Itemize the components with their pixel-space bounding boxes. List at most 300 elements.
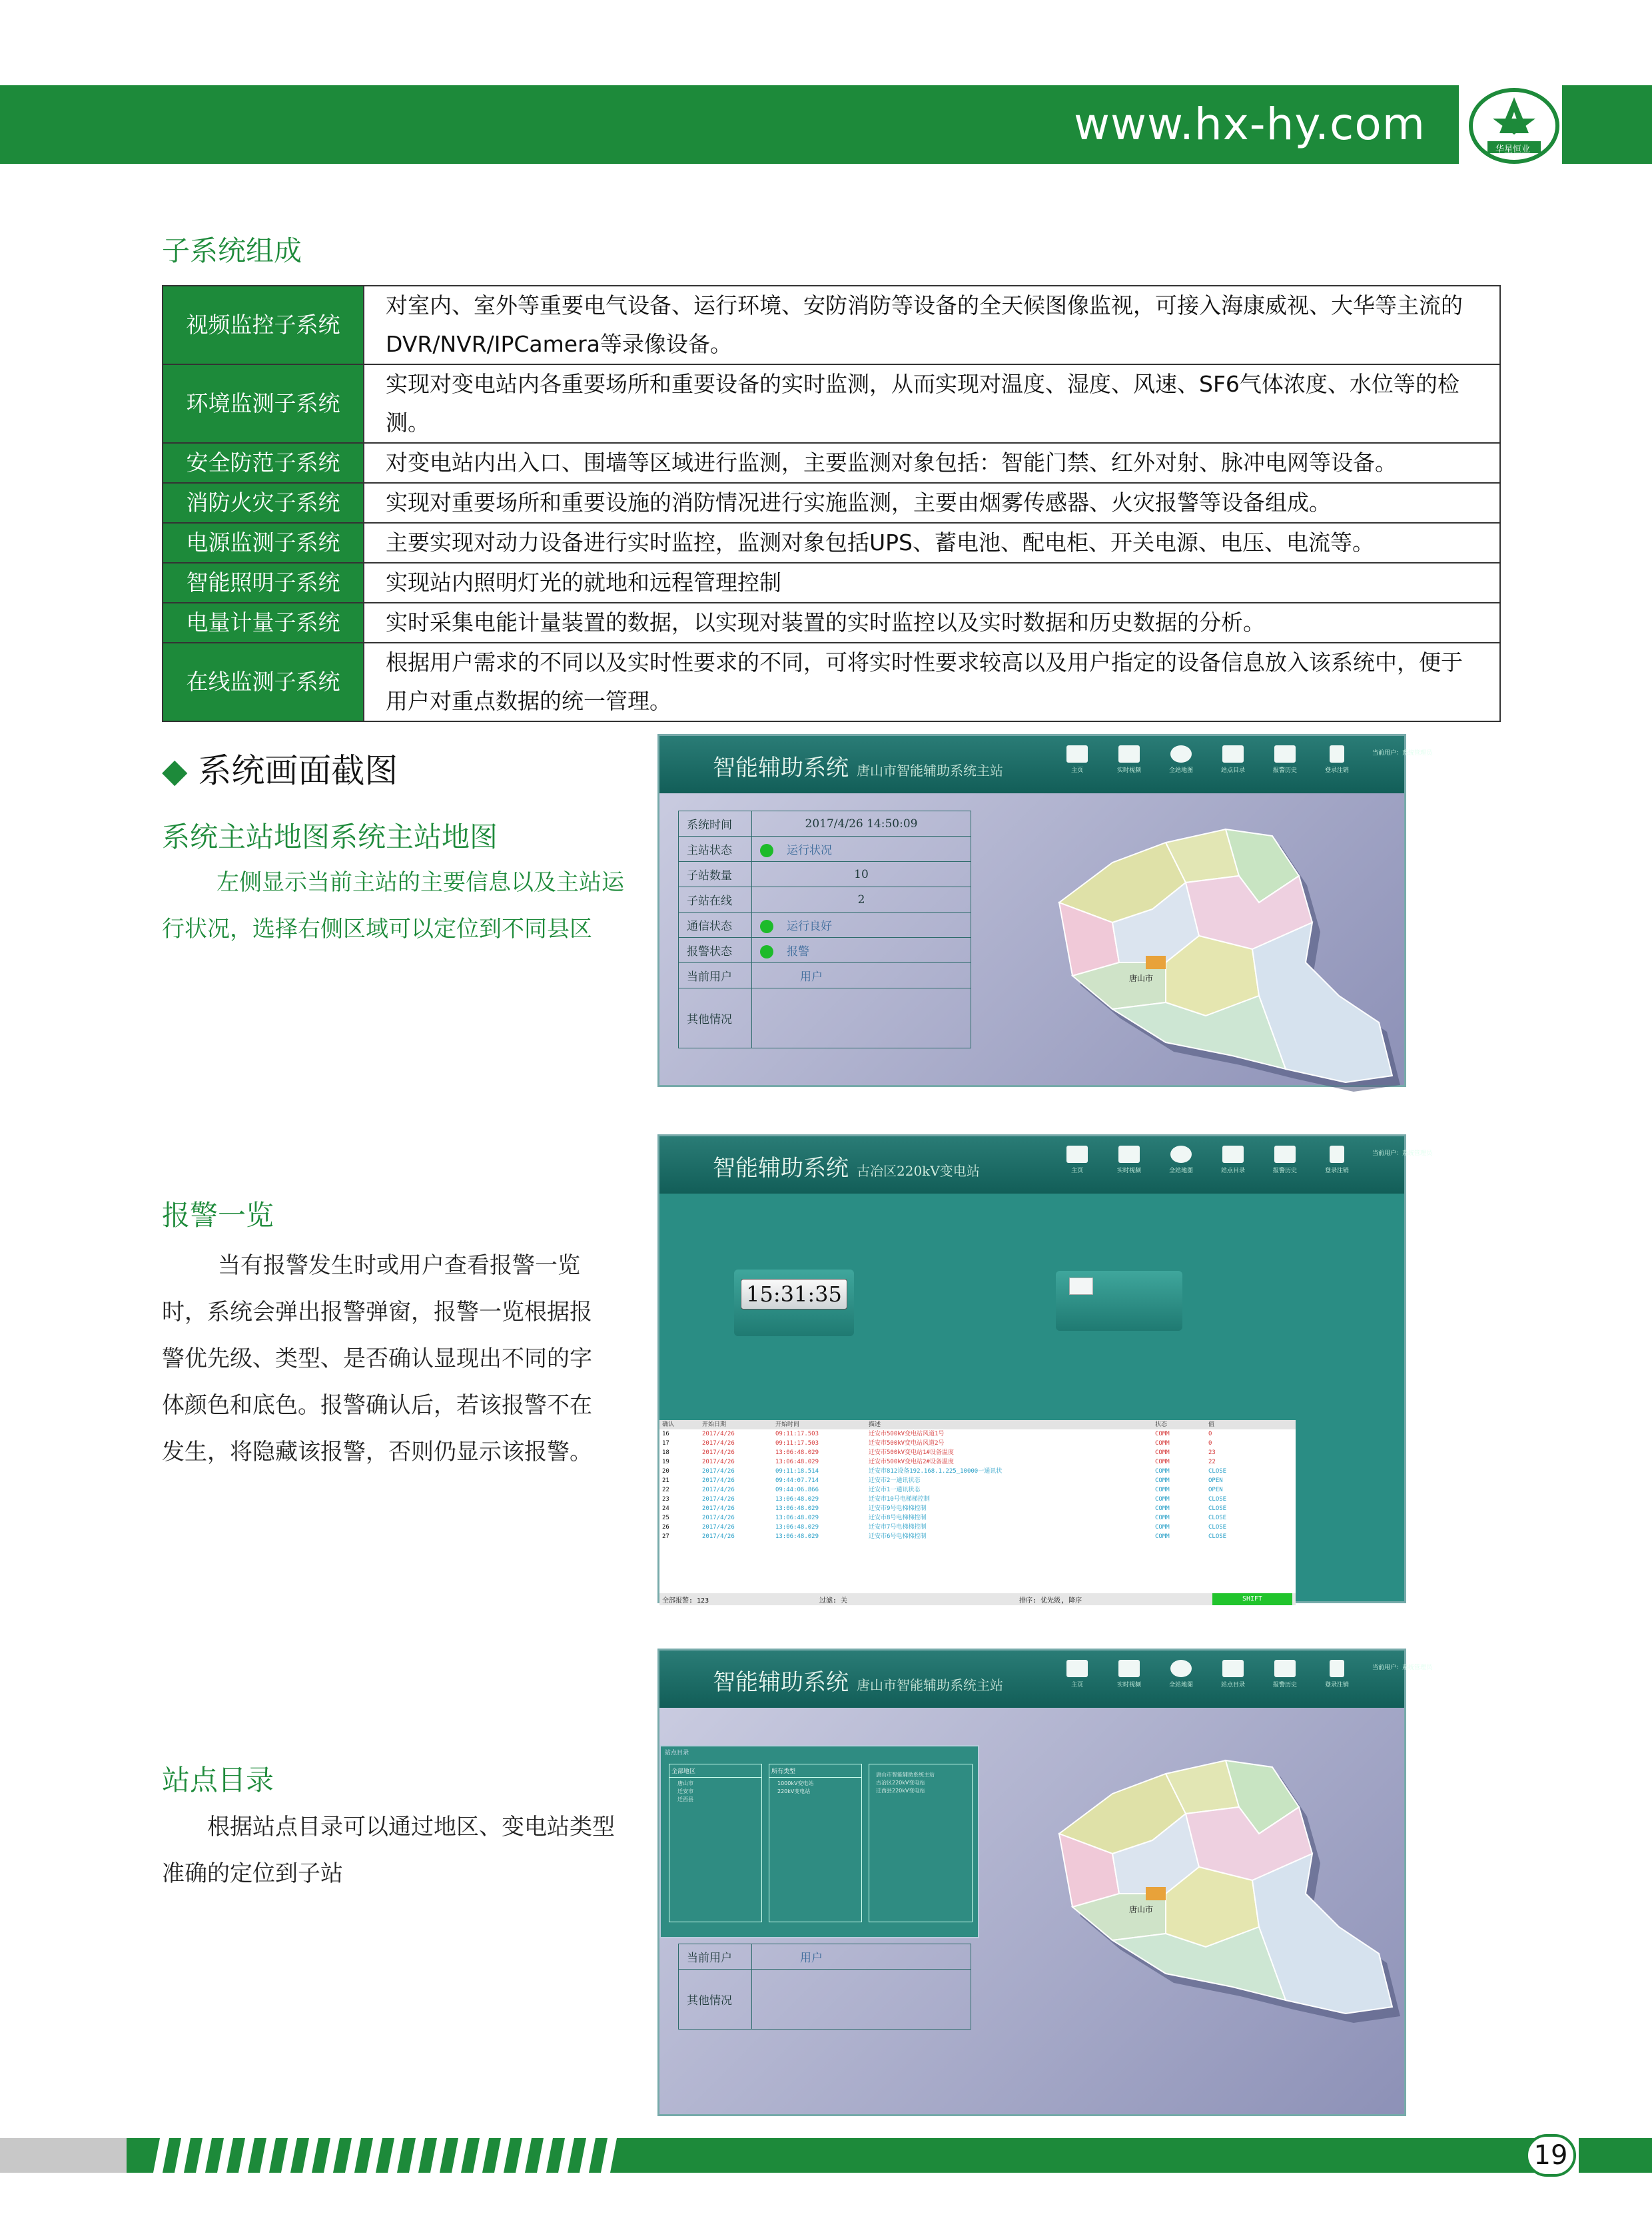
catalog-region-title: 全部地区	[669, 1764, 761, 1778]
alarm-row[interactable]	[659, 1448, 1296, 1457]
alarm-line-4: 体颜色和底色。报警确认后，若该报警不在	[162, 1392, 592, 1419]
info-value: 2017/4/26 14:50:09	[805, 817, 918, 831]
alarm-row[interactable]	[659, 1523, 1296, 1532]
subsystem-row	[163, 483, 1500, 523]
app-titlebar	[659, 736, 1433, 793]
alarm-row[interactable]	[659, 1476, 1296, 1485]
alarm-row[interactable]	[659, 1495, 1296, 1504]
alarm-cell: 13:06:48.029	[775, 1515, 819, 1521]
info-value-cell	[752, 1970, 971, 2030]
alarm-row[interactable]	[659, 1504, 1296, 1513]
alarm-list	[659, 1420, 1296, 1605]
alarm-cell: 09:11:17.503	[775, 1440, 819, 1447]
alarm-cell: 21	[662, 1477, 669, 1484]
footer-stripe	[217, 2138, 233, 2173]
subsystem-desc-line: 实现对重要场所和重要设施的消防情况进行实施监测，主要由烟雾传感器、火灾报警等设备组成。	[386, 490, 1331, 516]
alarm-list-body	[659, 1429, 1296, 1541]
subsystem-name: 电源监测子系统	[163, 523, 364, 563]
alarm-cell: 迁安市500kV变电站1#设备温度	[869, 1449, 954, 1456]
alarm-cell: 16	[662, 1431, 669, 1437]
mail-icon	[1274, 745, 1296, 763]
map-city-marker[interactable]	[1146, 1887, 1166, 1900]
alarm-col-header[interactable]: 值	[1208, 1421, 1215, 1428]
alarm-cell: 09:44:06.866	[775, 1487, 819, 1493]
info-value-cell	[752, 811, 971, 837]
home-icon	[1066, 1146, 1088, 1163]
info-label: 通信状态	[679, 913, 752, 938]
subsystem-desc	[364, 286, 1500, 364]
subsystem-name: 智能照明子系统	[163, 563, 364, 603]
nav-home[interactable]: 主页	[1060, 745, 1094, 774]
alarm-col-header[interactable]: 状态	[1155, 1421, 1168, 1428]
nav-login[interactable]: 登录注销	[1320, 1146, 1354, 1174]
nav-current-user: 当前用户：系统管理员	[1372, 750, 1433, 757]
nav-alarm-history[interactable]: 报警历史	[1268, 745, 1302, 774]
status-dot-icon	[760, 844, 773, 857]
nav-login[interactable]: 登录注销	[1320, 1660, 1354, 1688]
alarm-cell: 迁安市10号电梯梯控制	[869, 1496, 930, 1503]
subsystem-row	[163, 364, 1500, 443]
page-number: 19	[1525, 2134, 1576, 2177]
alarm-cell: 迁安市8号电梯梯控制	[869, 1515, 927, 1521]
footer-stripe	[516, 2138, 532, 2173]
info-value-cell	[752, 887, 971, 913]
alarm-cell: 迁安市500kV变电站风道1号	[869, 1431, 945, 1437]
camera-icon	[1118, 1146, 1140, 1163]
alarm-cell: 13:06:48.029	[775, 1496, 819, 1503]
alarm-row[interactable]	[659, 1439, 1296, 1448]
footer-green-bar-right	[1579, 2138, 1652, 2173]
app-subtitle-station: 古冶区220kV变电站	[857, 1163, 980, 1179]
info-row	[679, 913, 971, 938]
alarm-total: 全部报警: 123	[662, 1597, 709, 1605]
footer-stripe	[473, 2138, 489, 2173]
home-icon	[1066, 745, 1088, 763]
subsystem-desc	[364, 563, 1500, 603]
info-row	[679, 862, 971, 887]
alarm-cell: COMM	[1155, 1505, 1170, 1512]
alarm-cell: 22	[1208, 1459, 1216, 1465]
info-row	[679, 837, 971, 862]
subsystem-row	[163, 286, 1500, 364]
alarm-cell: CLOSE	[1208, 1496, 1227, 1503]
info-label: 子站数量	[679, 862, 752, 887]
info-row	[679, 988, 971, 1048]
status-dot-icon	[760, 920, 773, 933]
nav-video[interactable]: 实时视频	[1112, 1660, 1146, 1688]
footer-stripe	[281, 2138, 297, 2173]
catalog-station-item[interactable]: 古冶区220kV变电站	[876, 1780, 925, 1786]
alarm-cell: 2017/4/26	[702, 1533, 735, 1540]
footer-stripe	[324, 2138, 340, 2173]
subsystem-name: 安全防范子系统	[163, 443, 364, 483]
info-value: 运行良好	[787, 919, 832, 933]
catalog-type-items	[769, 1778, 861, 1798]
alarm-row[interactable]	[659, 1513, 1296, 1523]
alarm-cell: 27	[662, 1533, 669, 1540]
alarm-cell: 13:06:48.029	[775, 1524, 819, 1531]
nav-login[interactable]: 登录注销	[1320, 745, 1354, 774]
footer-stripe	[409, 2138, 425, 2173]
app-subtitle: 唐山市智能辅助系统主站	[857, 763, 1003, 779]
footer-stripe	[302, 2138, 318, 2173]
map-line-2: 行状况，选择右侧区域可以定位到不同县区	[162, 916, 592, 942]
catalog-region-items	[669, 1778, 761, 1806]
alarm-cell: 23	[662, 1496, 669, 1503]
footer-stripe	[366, 2138, 382, 2173]
app-name: 智能辅助系统	[713, 755, 849, 781]
alarm-row[interactable]	[659, 1532, 1296, 1541]
alarm-cell: CLOSE	[1208, 1468, 1227, 1475]
alarm-list-header	[659, 1420, 1296, 1429]
alarm-line-3: 警优先级、类型、是否确认显现出不同的字	[162, 1345, 592, 1372]
alarm-row[interactable]	[659, 1429, 1296, 1439]
footer-stripe	[558, 2138, 574, 2173]
map-city-marker[interactable]	[1146, 956, 1166, 969]
subsystem-desc-line: 对变电站内出入口、围墙等区域进行监测，主要监测对象包括：智能门禁、红外对射、脉冲电网等设备。	[386, 450, 1397, 476]
subsystem-name: 电量计量子系统	[163, 603, 364, 643]
logo-text: 华星恒业	[1495, 145, 1531, 155]
alarm-block-text	[162, 1242, 615, 1475]
map-city-label: 唐山市	[1129, 974, 1154, 983]
app-titlebar	[659, 1651, 1433, 1708]
alarm-cell: 迁安市812设备192.168.1.225_10000一通讯状	[869, 1468, 1003, 1475]
app-subtitle: 唐山市智能辅助系统主站	[857, 1677, 1003, 1693]
alarm-cell: 2017/4/26	[702, 1515, 735, 1521]
footer-stripe	[388, 2138, 404, 2173]
subsystem-table	[162, 285, 1501, 722]
catalog-region-item[interactable]: 唐山市	[677, 1780, 693, 1786]
status-dot-icon	[760, 945, 773, 958]
info-value-cell	[752, 837, 971, 862]
alarm-block-title: 报警一览	[162, 1199, 274, 1232]
info-label: 当前用户	[679, 1944, 752, 1970]
alarm-cell: 25	[662, 1515, 669, 1521]
info-row	[679, 811, 971, 837]
map-block-text	[162, 859, 628, 952]
globe-icon	[1170, 745, 1192, 763]
company-logo-icon	[1469, 88, 1559, 164]
alarm-cell: 2017/4/26	[702, 1496, 735, 1503]
nav-alarm-history[interactable]: 报警历史	[1268, 1146, 1302, 1174]
nav-video[interactable]: 实时视频	[1112, 1146, 1146, 1174]
catalog-type-item[interactable]: 1000kV变电站	[777, 1780, 814, 1786]
info-value: 运行状况	[787, 843, 832, 857]
map-block-title: 系统主站地图系统主站地图	[162, 821, 498, 853]
app-titlebar	[659, 1136, 1433, 1194]
subsystem-name: 环境监测子系统	[163, 364, 364, 443]
alarm-cell: 26	[662, 1524, 669, 1531]
website-url: www.hx-hy.com	[1074, 99, 1426, 150]
alarm-cell: 2017/4/26	[702, 1487, 735, 1493]
alarm-cell: 23	[1208, 1449, 1216, 1456]
alarm-row[interactable]	[659, 1485, 1296, 1495]
nav-catalog[interactable]: 站点目录	[1216, 745, 1250, 774]
alarm-cell: 22	[662, 1487, 669, 1493]
info-label: 子站在线	[679, 887, 752, 913]
alarm-cell: 2017/4/26	[702, 1449, 735, 1456]
catalog-block-text	[162, 1804, 615, 1897]
info-label: 主站状态	[679, 837, 752, 862]
globe-icon	[1170, 1146, 1192, 1163]
alarm-cell: COMM	[1155, 1468, 1170, 1475]
footer-stripe	[580, 2138, 596, 2173]
nav-map[interactable]: 全站地图	[1164, 745, 1198, 774]
alarm-line-5: 发生，将隐藏该报警，否则仍显示该报警。	[162, 1439, 592, 1465]
catalog-station-item[interactable]: 唐山市智能辅助系统主站	[876, 1772, 935, 1778]
screenshot-main-map	[657, 734, 1433, 1087]
subsystem-desc-line: 根据用户需求的不同以及实时性要求的不同，可将实时性要求较高以及用户指定的设备信息放入该系统中，便于	[386, 649, 1463, 675]
alarm-cell: 迁安市9号电梯梯控制	[869, 1505, 927, 1512]
station-info-table-partial	[678, 1944, 971, 2030]
catalog-type-item[interactable]: 220kV变电站	[777, 1788, 811, 1794]
footer-stripes	[127, 2138, 633, 2173]
map-city-label: 唐山市	[1129, 1905, 1154, 1914]
alarm-cell: 迁安市2一通讯状态	[869, 1477, 921, 1484]
info-value: 报警	[787, 944, 809, 958]
catalog-line-2: 准确的定位到子站	[162, 1860, 343, 1887]
alarm-list-footer	[659, 1593, 1296, 1605]
catalog-popup-header: 站点目录	[665, 1750, 689, 1756]
app-nav	[1060, 745, 1432, 774]
subsystem-row	[163, 443, 1500, 483]
nav-catalog[interactable]: 站点目录	[1216, 1146, 1250, 1174]
subsystem-desc	[364, 523, 1500, 563]
footer-stripe	[430, 2138, 446, 2173]
footer-stripe	[345, 2138, 361, 2173]
alarm-cell: 13:06:48.029	[775, 1459, 819, 1465]
camera-icon	[1118, 745, 1140, 763]
alarm-cell: 13:06:48.029	[775, 1505, 819, 1512]
info-row	[679, 1970, 971, 2030]
list-icon	[1222, 745, 1244, 763]
alarm-cell: 迁安市1一通讯状态	[869, 1487, 921, 1493]
info-row	[679, 963, 971, 988]
alarm-cell: 13:06:48.029	[775, 1533, 819, 1540]
screenshot-catalog	[657, 1649, 1433, 2116]
alarm-line-2: 时，系统会弹出报警弹窗，报警一览根据报	[162, 1299, 592, 1325]
catalog-station-items	[869, 1764, 972, 1802]
alarm-cell: 2017/4/26	[702, 1440, 735, 1447]
home-icon	[1066, 1660, 1088, 1677]
alarm-cell: 09:11:18.514	[775, 1468, 819, 1475]
nav-video[interactable]: 实时视频	[1112, 745, 1146, 774]
city-map[interactable]	[1032, 1724, 1406, 2030]
nav-catalog[interactable]: 站点目录	[1216, 1660, 1250, 1688]
clock-panel	[734, 1270, 854, 1336]
nav-home[interactable]: 主页	[1060, 1660, 1094, 1688]
footer-grey-bar	[0, 2138, 127, 2173]
footer-stripe	[175, 2138, 191, 2173]
city-map[interactable]	[1032, 803, 1406, 1089]
info-value-cell	[752, 913, 971, 938]
info-label: 系统时间	[679, 811, 752, 837]
footer-stripe	[537, 2138, 553, 2173]
alarm-row[interactable]	[659, 1457, 1296, 1467]
subsystem-desc-line: 实现对变电站内各重要场所和重要设备的实时监测，从而实现对温度、湿度、风速、SF6气体浓度、水位等的检测。	[386, 371, 1459, 436]
info-value: 用户	[800, 1952, 823, 1965]
alarm-cell: OPEN	[1208, 1487, 1223, 1493]
catalog-region-item[interactable]: 迁安市	[677, 1788, 693, 1794]
alarm-cell: CLOSE	[1208, 1524, 1227, 1531]
alarm-cell: 18	[662, 1449, 669, 1456]
subsystem-desc	[364, 364, 1500, 443]
alarm-cell: CLOSE	[1208, 1515, 1227, 1521]
alarm-cell: 2017/4/26	[702, 1477, 735, 1484]
subsystem-row	[163, 643, 1500, 721]
info-row	[679, 887, 971, 913]
alarm-cell: CLOSE	[1208, 1505, 1227, 1512]
footer-stripe	[601, 2138, 617, 2173]
subsystem-desc-line: 实现站内照明灯光的就地和远程管理控制	[386, 569, 781, 595]
alarm-sort: 排序: 优先级, 降序	[1019, 1597, 1082, 1605]
nav-map[interactable]: 全站地图	[1164, 1660, 1198, 1688]
subsystem-desc	[364, 603, 1500, 643]
alarm-cell: 迁安市7号电梯梯控制	[869, 1524, 927, 1531]
nav-current-user: 当前用户：系统管理员	[1372, 1665, 1433, 1671]
subsystem-desc	[364, 643, 1500, 721]
mail-icon	[1069, 1278, 1093, 1295]
alarm-line-1: 当有报警发生时或用户查看报警一览	[218, 1252, 580, 1279]
app-nav	[1060, 1660, 1432, 1688]
alarm-cell: 24	[662, 1505, 669, 1512]
alarm-cell: COMM	[1155, 1431, 1170, 1437]
subsystem-desc-line: 主要实现对动力设备进行实时监控，监测对象包括UPS、蓄电池、配电柜、开关电源、电压、电流等。	[386, 530, 1375, 556]
alarm-col-header[interactable]: 确认	[662, 1421, 675, 1428]
subsystem-row	[163, 523, 1500, 563]
alarm-row[interactable]	[659, 1467, 1296, 1476]
info-value-cell	[752, 938, 971, 963]
header-bar-right	[1562, 85, 1652, 164]
globe-icon	[1170, 1660, 1192, 1677]
info-row	[679, 938, 971, 963]
info-value-cell	[752, 862, 971, 887]
nav-home[interactable]: 主页	[1060, 1146, 1094, 1174]
alarm-cell: 19	[662, 1459, 669, 1465]
alarm-cell: CLOSE	[1208, 1533, 1227, 1540]
footer-stripe	[260, 2138, 276, 2173]
nav-alarm-history[interactable]: 报警历史	[1268, 1660, 1302, 1688]
alarm-filter: 过滤: 关	[819, 1597, 848, 1605]
subsystem-desc-line: 对室内、室外等重要电气设备、运行环境、安防消防等设备的全天候图像监视，可接入海康威视、大华等主流的	[386, 292, 1463, 318]
catalog-station-item[interactable]: 迁西县220kV变电站	[876, 1788, 925, 1794]
footer-stripe	[452, 2138, 468, 2173]
lock-icon	[1330, 1146, 1344, 1163]
catalog-line-1: 根据站点目录可以通过地区、变电站类型	[207, 1814, 615, 1840]
catalog-block-title: 站点目录	[162, 1764, 274, 1796]
catalog-region-list[interactable]	[669, 1764, 762, 1922]
section-title-components: 子系统组成	[162, 234, 302, 267]
alarm-cell: 迁安市500kV变电站风道2号	[869, 1440, 945, 1447]
subsystem-desc-line: DVR/NVR/IPCamera等录像设备。	[386, 331, 732, 357]
subsystem-name: 在线监测子系统	[163, 643, 364, 721]
alarm-shift-button[interactable]: SHIFT	[1212, 1593, 1292, 1605]
info-value: 2	[857, 893, 865, 907]
alarm-col-header[interactable]: 开始时间	[775, 1421, 800, 1428]
catalog-popup	[659, 1745, 979, 1938]
clock-display: 15:31:35	[741, 1279, 847, 1309]
catalog-type-list[interactable]	[769, 1764, 862, 1922]
nav-current-user: 当前用户：系统管理员	[1372, 1150, 1433, 1157]
app-name: 智能辅助系统	[713, 1669, 849, 1696]
app-nav	[1060, 1146, 1432, 1174]
alarm-cell: COMM	[1155, 1533, 1170, 1540]
alarm-cell: 2017/4/26	[702, 1431, 735, 1437]
subsystem-desc-line: 实时采集电能计量装置的数据，以实现对装置的实时监控以及实时数据和历史数据的分析。	[386, 609, 1265, 635]
alarm-cell: 0	[1208, 1440, 1212, 1447]
mail-icon	[1274, 1660, 1296, 1677]
map-line-1: 左侧显示当前主站的主要信息以及主站运	[216, 869, 624, 896]
alarm-cell: COMM	[1155, 1477, 1170, 1484]
alarm-cell: 2017/4/26	[702, 1468, 735, 1475]
subsystem-name: 消防火灾子系统	[163, 483, 364, 523]
alarm-cell: 迁安市500kV变电站2#设备温度	[869, 1459, 954, 1465]
info-label: 当前用户	[679, 963, 752, 988]
alarm-cell: COMM	[1155, 1496, 1170, 1503]
alarm-cell: 2017/4/26	[702, 1459, 735, 1465]
info-value: 10	[854, 867, 869, 881]
subsystem-name: 视频监控子系统	[163, 286, 364, 364]
info-value: 用户	[800, 970, 823, 984]
lock-icon	[1330, 745, 1344, 763]
alarm-cell: 17	[662, 1440, 669, 1447]
alarm-cell: 迁安市6号电梯梯控制	[869, 1533, 927, 1540]
info-label: 报警状态	[679, 938, 752, 963]
info-label: 其他情况	[679, 1970, 752, 2030]
alarm-cell: 09:44:07.714	[775, 1477, 819, 1484]
catalog-region-item[interactable]: 迁西县	[677, 1796, 693, 1802]
alarm-cell: 2017/4/26	[702, 1524, 735, 1531]
alarm-cell: 2017/4/26	[702, 1505, 735, 1512]
info-label: 其他情况	[679, 988, 752, 1048]
alarm-cell: COMM	[1155, 1515, 1170, 1521]
alarm-cell: 20	[662, 1468, 669, 1475]
footer-stripe	[238, 2138, 254, 2173]
list-icon	[1222, 1146, 1244, 1163]
screens-heading-text: 系统画面截图	[198, 751, 398, 790]
info-value-cell	[752, 963, 971, 988]
mail-icon	[1274, 1146, 1296, 1163]
alarm-cell: COMM	[1155, 1449, 1170, 1456]
alarm-col-header[interactable]: 描述	[869, 1421, 881, 1428]
footer-stripe	[153, 2138, 169, 2173]
subsystem-row	[163, 563, 1500, 603]
subsystem-row	[163, 603, 1500, 643]
footer-stripe	[196, 2138, 212, 2173]
footer-stripe	[494, 2138, 510, 2173]
alarm-cell: 0	[1208, 1431, 1212, 1437]
alarm-cell: 13:06:48.029	[775, 1449, 819, 1456]
footer-green-bar	[127, 2138, 1539, 2173]
nav-map[interactable]: 全站地图	[1164, 1146, 1198, 1174]
alarm-cell: COMM	[1155, 1524, 1170, 1531]
alarm-cell: OPEN	[1208, 1477, 1223, 1484]
camera-icon	[1118, 1660, 1140, 1677]
info-value-cell	[752, 1944, 971, 1970]
screens-heading	[162, 744, 398, 792]
station-info-table	[678, 811, 971, 1048]
list-icon	[1222, 1660, 1244, 1677]
catalog-station-list[interactable]	[869, 1764, 973, 1922]
subsystem-desc	[364, 483, 1500, 523]
info-value-cell	[752, 988, 971, 1048]
catalog-type-title: 所有类型	[769, 1764, 861, 1778]
alarm-popup-button[interactable]	[1056, 1271, 1182, 1331]
alarm-cell: COMM	[1155, 1487, 1170, 1493]
lock-icon	[1330, 1660, 1344, 1677]
app-name: 智能辅助系统	[713, 1155, 849, 1182]
alarm-col-header[interactable]: 开始日期	[702, 1421, 727, 1428]
